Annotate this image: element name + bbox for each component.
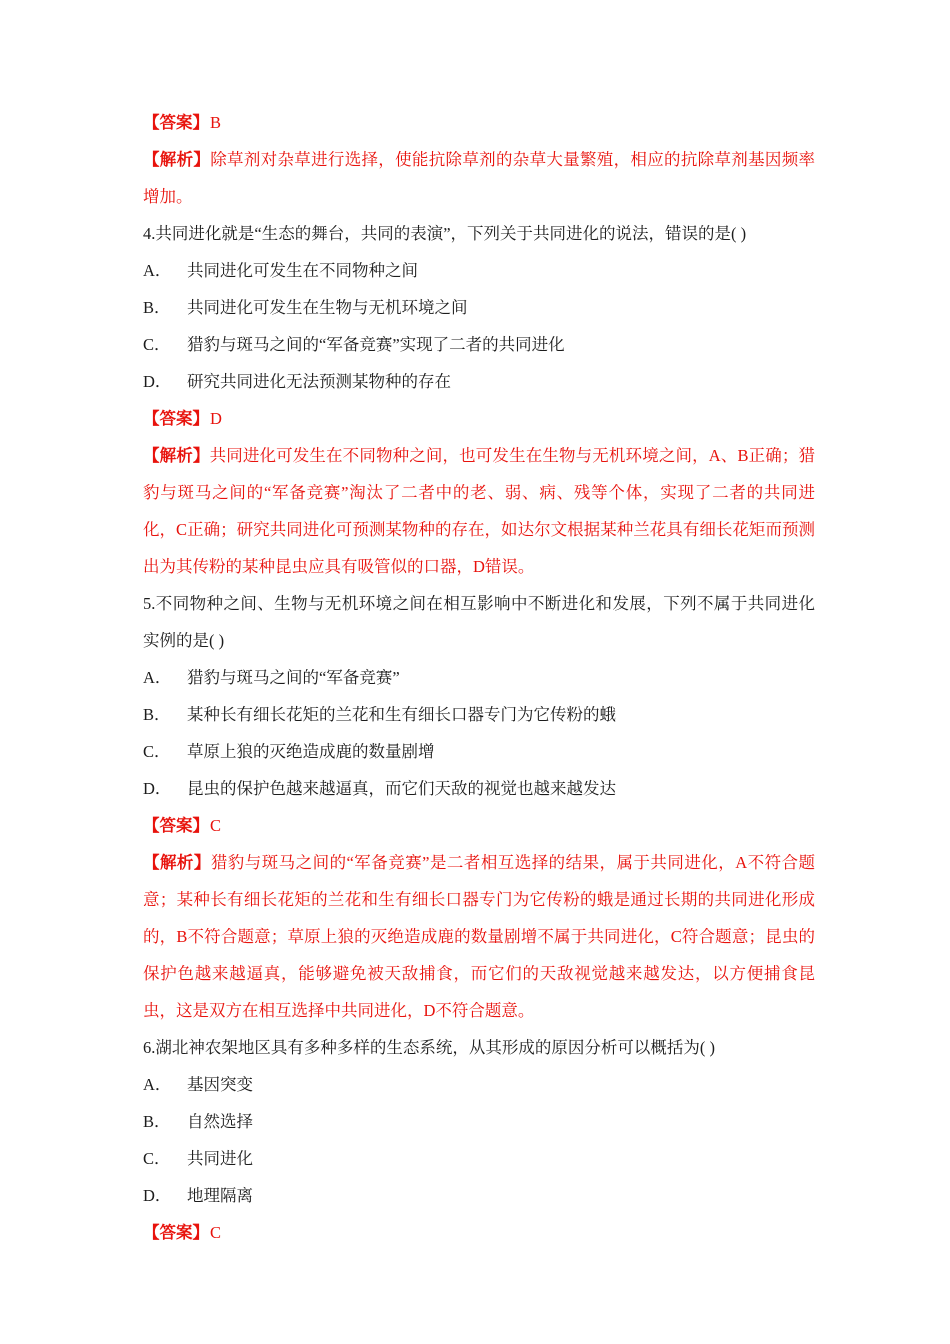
question-option[interactable] (143, 1140, 815, 1177)
explanation-text: 共同进化可发生在不同物种之间，也可发生在生物与无机环境之间，A、B正确；猎豹与斑马之间的“军备竞赛”淘汰了二者中的老、弱、病、残等个体，实现了二者的共同进化，C正确；研究共同进化可预测某物种的存在，如达尔文根据某种兰花具有细长花矩而预测出为其传粉的某种昆虫应具有吸管似的口器，D错误。 (143, 446, 816, 576)
option-text: 共同进化 (187, 1149, 253, 1168)
question-option[interactable] (143, 770, 815, 807)
question-option[interactable] (143, 696, 815, 733)
explanation-label: 【解析】 (143, 150, 211, 169)
option-letter: B． (143, 705, 171, 724)
answer-label: 【答案】 (143, 816, 209, 835)
question-option[interactable] (143, 1103, 815, 1140)
option-letter: B． (143, 298, 171, 317)
explanation-line (143, 844, 815, 1029)
option-text: 某种长有细长花矩的兰花和生有细长口器专门为它传粉的蛾 (187, 705, 616, 724)
option-text: 地理隔离 (187, 1186, 253, 1205)
option-text: 研究共同进化无法预测某物种的存在 (187, 372, 451, 391)
answer-value: C (210, 1223, 222, 1242)
question-stem (143, 585, 815, 659)
question-number: 5. (143, 594, 156, 613)
explanation-label: 【解析】 (143, 853, 211, 872)
option-letter: B． (143, 1112, 171, 1131)
question-text: 湖北神农架地区具有多种多样的生态系统，从其形成的原因分析可以概括为( ) (155, 1038, 715, 1057)
question-number: 6. (143, 1038, 156, 1057)
question-option[interactable] (143, 733, 815, 770)
question-stem (143, 1029, 815, 1066)
question-stem (143, 215, 815, 252)
option-letter: A． (143, 261, 172, 280)
answer-label: 【答案】 (143, 1223, 209, 1242)
option-text: 猎豹与斑马之间的“军备竞赛” (187, 668, 400, 687)
answer-value: D (210, 409, 222, 428)
option-letter: C． (143, 1149, 171, 1168)
option-letter: D． (143, 1186, 172, 1205)
question-option[interactable] (143, 289, 815, 326)
question-option[interactable] (143, 659, 815, 696)
option-text: 共同进化可发生在生物与无机环境之间 (187, 298, 468, 317)
option-letter: A． (143, 1075, 172, 1094)
option-text: 自然选择 (187, 1112, 253, 1131)
question-option[interactable] (143, 1177, 815, 1214)
answer-line (143, 1214, 815, 1251)
option-letter: A． (143, 668, 172, 687)
answer-label: 【答案】 (143, 113, 209, 132)
option-text: 猎豹与斑马之间的“军备竞赛”实现了二者的共同进化 (187, 335, 565, 354)
option-letter: C． (143, 742, 171, 761)
option-text: 草原上狼的灭绝造成鹿的数量剧增 (187, 742, 435, 761)
answer-line (143, 104, 815, 141)
question-option[interactable] (143, 1066, 815, 1103)
question-text: 不同物种之间、生物与无机环境之间在相互影响中不断进化和发展，下列不属于共同进化实例的是( ) (143, 594, 815, 650)
explanation-line (143, 437, 815, 585)
answer-line (143, 400, 815, 437)
option-letter: D． (143, 779, 172, 798)
question-option[interactable] (143, 363, 815, 400)
answer-value: B (210, 113, 222, 132)
explanation-label: 【解析】 (143, 446, 210, 465)
explanation-text: 猎豹与斑马之间的“军备竞赛”是二者相互选择的结果，属于共同进化，A不符合题意；某种长有细长花矩的兰花和生有细长口器专门为它传粉的蛾是通过长期的共同进化形成的，B不符合题意；草原上狼的灭绝造成鹿的数量剧增不属于共同进化，C符合题意；昆虫的保护色越来越逼真，能够避免被天敌捕食，而它们的天敌视觉越来越发达，以方便捕食昆虫，这是双方在相互选择中共同进化，D不符合题意。 (143, 853, 815, 1020)
answer-label: 【答案】 (143, 409, 209, 428)
option-text: 基因突变 (187, 1075, 253, 1094)
question-option[interactable] (143, 252, 815, 289)
explanation-text: 除草剂对杂草进行选择，使能抗除草剂的杂草大量繁殖，相应的抗除草剂基因频率增加。 (143, 150, 816, 206)
answer-value: C (210, 816, 222, 835)
option-text: 昆虫的保护色越来越逼真，而它们天敌的视觉也越来越发达 (187, 779, 616, 798)
option-letter: D． (143, 372, 172, 391)
option-text: 共同进化可发生在不同物种之间 (187, 261, 418, 280)
option-letter: C． (143, 335, 171, 354)
page-content (143, 104, 815, 1251)
question-number: 4. (143, 224, 156, 243)
question-option[interactable] (143, 326, 815, 363)
explanation-line (143, 141, 815, 215)
answer-line (143, 807, 815, 844)
question-text: 共同进化就是“生态的舞台，共同的表演”，下列关于共同进化的说法，错误的是( ) (155, 224, 747, 243)
